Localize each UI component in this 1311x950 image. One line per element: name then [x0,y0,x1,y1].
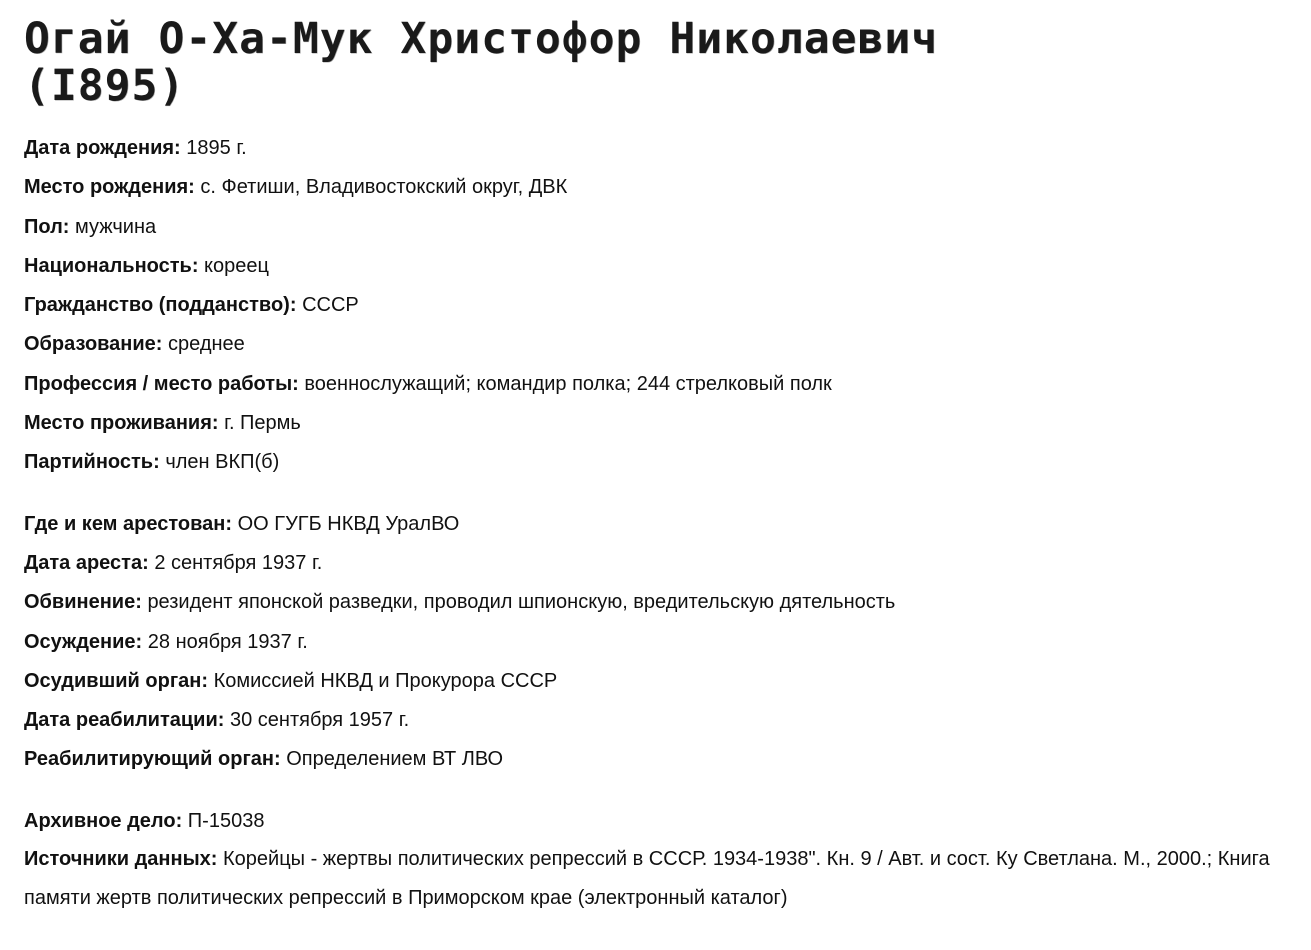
field-label: Профессия / место работы: [24,372,299,395]
page-title [24,0,1304,110]
field-label: Архивное дело: [24,809,183,832]
group-spacer [24,787,1304,809]
field-label: Национальность: [24,254,199,277]
field-value: кореец [204,254,269,277]
field-value: Комиссией НКВД и Прокурора СССР [213,669,558,692]
field-label: Где и кем арестован: [24,512,232,535]
field-sentencing-body [24,669,1304,708]
field-value: член ВКП(б) [165,451,280,474]
field-label: Дата реабилитации: [24,709,225,732]
field-label: Место рождения: [24,176,195,199]
field-value: 28 ноября 1937 г. [147,630,308,653]
field-value: 30 сентября 1957 г. [229,709,410,732]
field-label: Осуждение: [24,630,143,653]
field-arrest-date [24,551,1304,590]
field-data-sources [24,840,1304,918]
field-label: Партийность: [24,451,160,474]
birth-year: (I895) [24,61,186,111]
field-label: Осудивший орган: [24,669,209,692]
field-citizenship [24,293,1304,332]
field-value: 2 сентября 1937 г. [154,551,323,574]
field-value: г. Пермь [224,412,301,435]
field-arrested-by [24,512,1304,551]
person-name: Огай О-Ха-Мук Христофор Николаевич [24,14,939,64]
record-fields [24,136,1304,918]
field-label: Образование: [24,333,163,356]
record-page [24,0,1304,918]
field-value: 1895 г. [186,137,247,159]
field-occupation [24,372,1304,411]
field-label: Источники данных: [24,848,218,871]
field-value: среднее [168,333,245,356]
field-rehabilitating-body [24,747,1304,786]
field-value: ОО ГУГБ НКВД УралВО [237,512,460,535]
field-label: Место проживания: [24,412,219,435]
field-residence [24,411,1304,450]
field-label: Пол: [24,215,70,238]
field-value: военнослужащий; командир полка; 244 стрелковый полк [304,372,832,395]
field-birth-place [24,175,1304,214]
field-birth-date [24,136,1304,175]
field-value: резидент японской разведки, проводил шпионскую, вредительскую дятельность [147,591,896,614]
field-sex [24,215,1304,254]
field-sentence-date [24,630,1304,669]
field-label: Дата ареста: [24,551,149,574]
field-label: Гражданство (подданство): [24,294,297,317]
field-value: мужчина [75,215,157,238]
field-label: Реабилитирующий орган: [24,748,281,771]
field-value: с. Фетиши, Владивостокский округ, ДВК [200,176,568,199]
field-value: СССР [302,294,359,317]
field-education [24,332,1304,371]
field-nationality [24,254,1304,293]
field-label: Дата рождения: [24,137,181,159]
group-spacer [24,490,1304,512]
field-charge [24,590,1304,629]
field-label: Обвинение: [24,591,142,614]
field-party [24,450,1304,489]
field-value: П-15038 [187,809,265,832]
field-rehabilitation-date [24,708,1304,747]
field-value: Корейцы - жертвы политических репрессий в СССР. 1934-1938". Кн. 9 / Авт. и сост. Ку Светлана. М., 2000.; Книга памяти жертв политических репрессий в Приморском крае (электронный каталог) [24,848,1270,910]
field-value: Определением ВТ ЛВО [286,748,504,771]
